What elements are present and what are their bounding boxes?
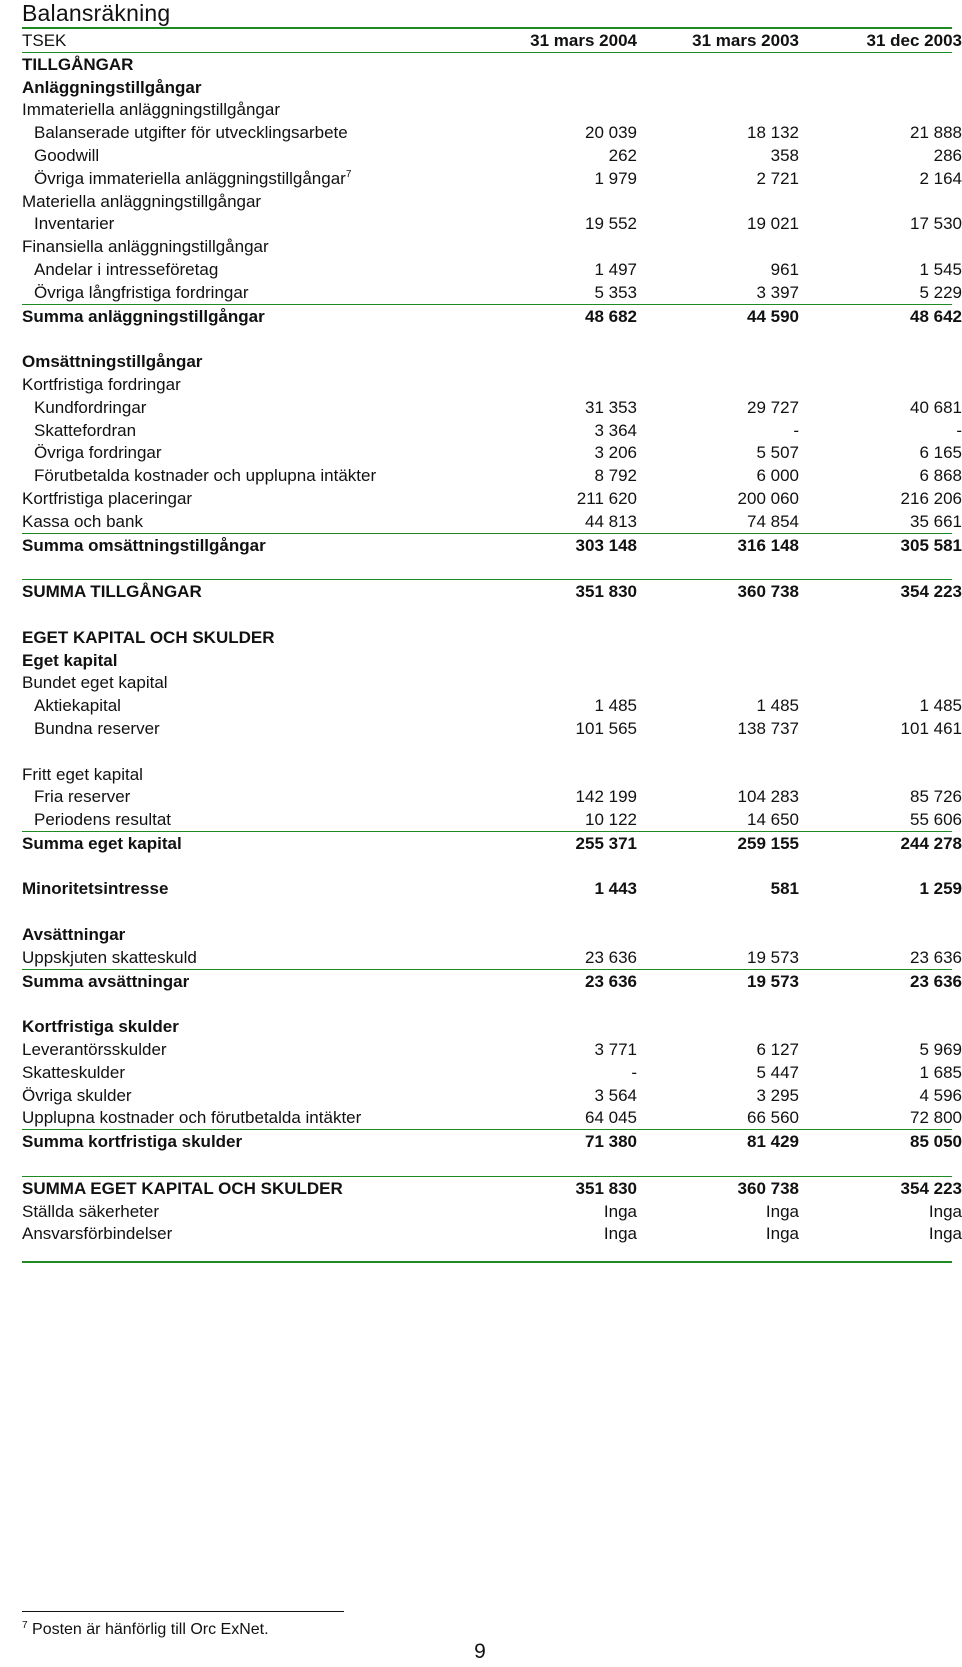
value-cell: 29 727 [747, 397, 799, 417]
table-row [22, 350, 952, 373]
value-cell: 142 199 [575, 787, 637, 807]
value-cell: 1 685 [919, 1062, 962, 1082]
value-cell: Inga [928, 1201, 962, 1221]
spacer-row [22, 992, 952, 1015]
value-cell: 2 721 [756, 168, 799, 188]
header-col-2003-dec: 31 dec 2003 [866, 31, 962, 50]
table-row [22, 487, 962, 510]
value-cell: Inga [603, 1224, 637, 1244]
value-cell: 1 497 [594, 259, 637, 279]
table-row [22, 144, 962, 167]
spacer-row [22, 740, 952, 763]
table-row [22, 1177, 962, 1200]
table-row [22, 1106, 962, 1130]
table-row [22, 946, 962, 970]
row-label: Materiella anläggningstillgångar [22, 191, 262, 211]
row-label: Summa anläggningstillgångar [22, 306, 265, 326]
table-row [22, 373, 952, 396]
table-row [22, 808, 962, 832]
value-cell: Inga [765, 1224, 799, 1244]
row-label: SUMMA TILLGÅNGAR [22, 582, 202, 602]
value-cell: 14 650 [747, 810, 799, 830]
value-cell: 262 [608, 145, 637, 165]
value-cell: 1 485 [756, 696, 799, 716]
value-cell: 316 148 [737, 535, 799, 555]
footnote-divider [22, 1611, 344, 1612]
row-label: Anläggningstillgångar [22, 77, 202, 97]
table-row [22, 396, 962, 419]
spacer-row [22, 327, 952, 350]
row-label: Finansiella anläggningstillgångar [22, 237, 269, 257]
row-label: Summa avsättningar [22, 971, 190, 991]
row-label: EGET KAPITAL OCH SKULDER [22, 627, 275, 647]
value-cell: 19 573 [747, 947, 799, 967]
row-label: Upplupna kostnader och förutbetalda intäkter [22, 1108, 362, 1128]
value-cell: 3 771 [594, 1040, 637, 1060]
value-cell: 66 560 [747, 1108, 799, 1128]
table-row [22, 1061, 962, 1084]
table-row [22, 167, 962, 190]
value-cell: 1 979 [594, 168, 637, 188]
value-cell: 23 636 [585, 971, 637, 991]
row-label: Immateriella anläggningstillgångar [22, 100, 280, 120]
value-cell: 74 854 [747, 511, 799, 531]
table-row [22, 510, 962, 534]
value-cell: 303 148 [575, 535, 637, 555]
value-cell: 23 636 [910, 947, 962, 967]
table-row [22, 305, 962, 328]
row-label: Andelar i intresseföretag [34, 259, 219, 279]
row-label: Summa kortfristiga skulder [22, 1132, 243, 1152]
row-label: Övriga immateriella anläggningstillgångar$^7$ [34, 168, 352, 188]
header-label: TSEK [22, 31, 67, 50]
value-cell: 40 681 [910, 397, 962, 417]
value-cell: 5 969 [919, 1040, 962, 1060]
value-cell: 44 813 [585, 511, 637, 531]
page-title: Balansräkning [22, 0, 171, 26]
value-cell: 1 485 [919, 696, 962, 716]
table-row [22, 281, 962, 305]
table-row [22, 649, 952, 672]
table-row [22, 717, 962, 740]
row-label: Eget kapital [22, 650, 118, 670]
value-cell: 3 295 [756, 1085, 799, 1105]
value-cell: 17 530 [910, 214, 962, 234]
value-cell: 5 229 [919, 282, 962, 302]
value-cell: 3 364 [594, 420, 637, 440]
value-cell: - [956, 420, 962, 440]
value-cell: 44 590 [747, 306, 799, 326]
table-row [22, 877, 962, 900]
value-cell: 211 620 [576, 488, 637, 508]
value-cell: 55 606 [910, 810, 962, 830]
row-label: Leverantörsskulder [22, 1040, 167, 1060]
value-cell: 85 726 [910, 787, 962, 807]
value-cell: 358 [770, 145, 799, 165]
table-row [22, 76, 952, 99]
value-cell: 21 888 [910, 123, 962, 143]
row-label: Övriga långfristiga fordringar [34, 282, 249, 302]
table-row [22, 580, 962, 603]
value-cell: 5 507 [756, 443, 799, 463]
table-row [22, 98, 952, 121]
value-cell: 138 737 [737, 718, 799, 738]
value-cell: 5 447 [756, 1062, 799, 1082]
value-cell: 1 545 [919, 259, 962, 279]
value-cell: 354 223 [900, 1178, 962, 1198]
table-row [22, 923, 952, 946]
value-cell: 48 642 [910, 306, 962, 326]
spacer-row [22, 556, 952, 580]
table-row [22, 419, 962, 442]
value-cell: Inga [765, 1201, 799, 1221]
table-row [22, 832, 962, 855]
value-cell: 6 165 [919, 443, 962, 463]
row-label: Omsättningstillgångar [22, 352, 203, 372]
value-cell: 6 868 [919, 466, 962, 486]
value-cell: 20 039 [585, 123, 637, 143]
value-cell: 354 223 [900, 582, 962, 602]
table-row [22, 1200, 962, 1223]
value-cell: 1 485 [594, 696, 637, 716]
value-cell: 305 581 [900, 535, 962, 555]
value-cell: 10 122 [585, 810, 637, 830]
table-row [22, 464, 962, 487]
table-row [22, 1015, 952, 1038]
table-row [22, 258, 962, 281]
value-cell: 85 050 [910, 1132, 962, 1152]
value-cell: 19 552 [585, 214, 637, 234]
table-row [22, 1222, 962, 1245]
row-label: Skattefordran [34, 420, 137, 440]
footnote [22, 1621, 269, 1639]
value-cell: 23 636 [910, 971, 962, 991]
row-label: Kassa och bank [22, 511, 143, 531]
row-label: Skatteskulder [22, 1062, 125, 1082]
value-cell: 8 792 [594, 466, 637, 486]
table-row [22, 190, 952, 213]
row-label: Avsättningar [22, 925, 126, 945]
table-row [22, 235, 952, 258]
value-cell: 255 371 [575, 833, 637, 853]
value-cell: 259 155 [737, 833, 799, 853]
row-label: Aktiekapital [34, 696, 121, 716]
table-row [22, 763, 952, 786]
row-label: Kortfristiga fordringar [22, 374, 181, 394]
table-row [22, 53, 952, 76]
spacer-row [22, 603, 952, 626]
table-row [22, 1130, 962, 1153]
value-cell: 72 800 [910, 1108, 962, 1128]
table-row [22, 785, 962, 808]
row-label: Ansvarsförbindelser [22, 1224, 173, 1244]
value-cell: 35 661 [910, 511, 962, 531]
value-cell: 19 573 [747, 971, 799, 991]
value-cell: 351 830 [575, 1178, 637, 1198]
page-number: 9 [474, 1640, 486, 1663]
value-cell: 1 259 [919, 879, 962, 899]
value-cell: - [631, 1062, 637, 1082]
footnote-ref: 7 [345, 168, 352, 180]
row-label: Ställda säkerheter [22, 1201, 160, 1221]
value-cell: 64 045 [585, 1108, 637, 1128]
row-label: Uppskjuten skatteskuld [22, 947, 197, 967]
table-row [22, 441, 962, 464]
table-row [22, 626, 952, 649]
row-label: Fritt eget kapital [22, 764, 143, 784]
spacer-row [22, 1153, 952, 1177]
value-cell: 101 565 [575, 718, 637, 738]
row-label: TILLGÅNGAR [22, 54, 134, 74]
table-row [22, 212, 962, 235]
row-label: SUMMA EGET KAPITAL OCH SKULDER [22, 1178, 343, 1198]
row-label: Fria reserver [34, 787, 131, 807]
row-label: Periodens resultat [34, 810, 172, 830]
value-cell: Inga [928, 1224, 962, 1244]
spacer-row [22, 900, 952, 923]
row-label: Minoritetsintresse [22, 879, 169, 899]
row-label: Övriga fordringar [34, 443, 162, 463]
value-cell: 961 [770, 259, 799, 279]
balance-sheet-table [22, 29, 962, 1245]
footnote-marker: 7 [22, 1620, 28, 1631]
table-row [22, 694, 962, 717]
value-cell: Inga [603, 1201, 637, 1221]
value-cell: 2 164 [919, 168, 962, 188]
value-cell: 81 429 [747, 1132, 799, 1152]
table-row [22, 1084, 962, 1107]
row-label: Goodwill [34, 145, 100, 165]
row-label: Kortfristiga skulder [22, 1017, 179, 1037]
spacer-row [22, 855, 952, 878]
table-row [22, 671, 952, 694]
row-label: Inventarier [34, 214, 115, 234]
header-col-2003-mar: 31 mars 2003 [692, 31, 799, 50]
value-cell: 351 830 [575, 582, 637, 602]
row-label: Kundfordringar [34, 397, 147, 417]
value-cell: 104 283 [737, 787, 799, 807]
value-cell: 3 564 [594, 1085, 637, 1105]
value-cell: 244 278 [900, 833, 962, 853]
value-cell: 581 [770, 879, 799, 899]
value-cell: 216 206 [900, 488, 962, 508]
value-cell: 71 380 [585, 1132, 637, 1152]
value-cell: 5 353 [594, 282, 637, 302]
table-row [22, 534, 962, 557]
row-label: Förutbetalda kostnader och upplupna intäkter [34, 466, 377, 486]
row-label: Balanserade utgifter för utvecklingsarbete [34, 123, 348, 143]
row-label: Övriga skulder [22, 1085, 132, 1105]
value-cell: 48 682 [585, 306, 637, 326]
value-cell: 360 738 [737, 582, 799, 602]
table-row [22, 970, 962, 993]
value-cell: 3 206 [594, 443, 637, 463]
value-cell: 360 738 [737, 1178, 799, 1198]
value-cell: 19 021 [747, 214, 799, 234]
value-cell: 3 397 [756, 282, 799, 302]
row-label: Summa eget kapital [22, 833, 182, 853]
value-cell: 200 060 [737, 488, 799, 508]
value-cell: 101 461 [900, 718, 962, 738]
value-cell: 1 443 [594, 879, 637, 899]
table-end-divider [22, 1261, 952, 1263]
row-label: Bundna reserver [34, 718, 160, 738]
table-row [22, 1038, 962, 1061]
value-cell: 6 000 [756, 466, 799, 486]
footnote-text: Posten är hänförlig till Orc ExNet. [32, 1621, 269, 1638]
table-row [22, 121, 962, 144]
value-cell: 23 636 [585, 947, 637, 967]
row-label: Bundet eget kapital [22, 673, 168, 693]
row-label: Summa omsättningstillgångar [22, 535, 266, 555]
value-cell: 6 127 [756, 1040, 799, 1060]
row-label: Kortfristiga placeringar [22, 488, 193, 508]
value-cell: 31 353 [585, 397, 637, 417]
value-cell: 4 596 [919, 1085, 962, 1105]
table-header-row [22, 29, 962, 53]
value-cell: - [793, 420, 799, 440]
header-col-2004: 31 mars 2004 [530, 31, 637, 50]
value-cell: 286 [933, 145, 962, 165]
value-cell: 18 132 [747, 123, 799, 143]
